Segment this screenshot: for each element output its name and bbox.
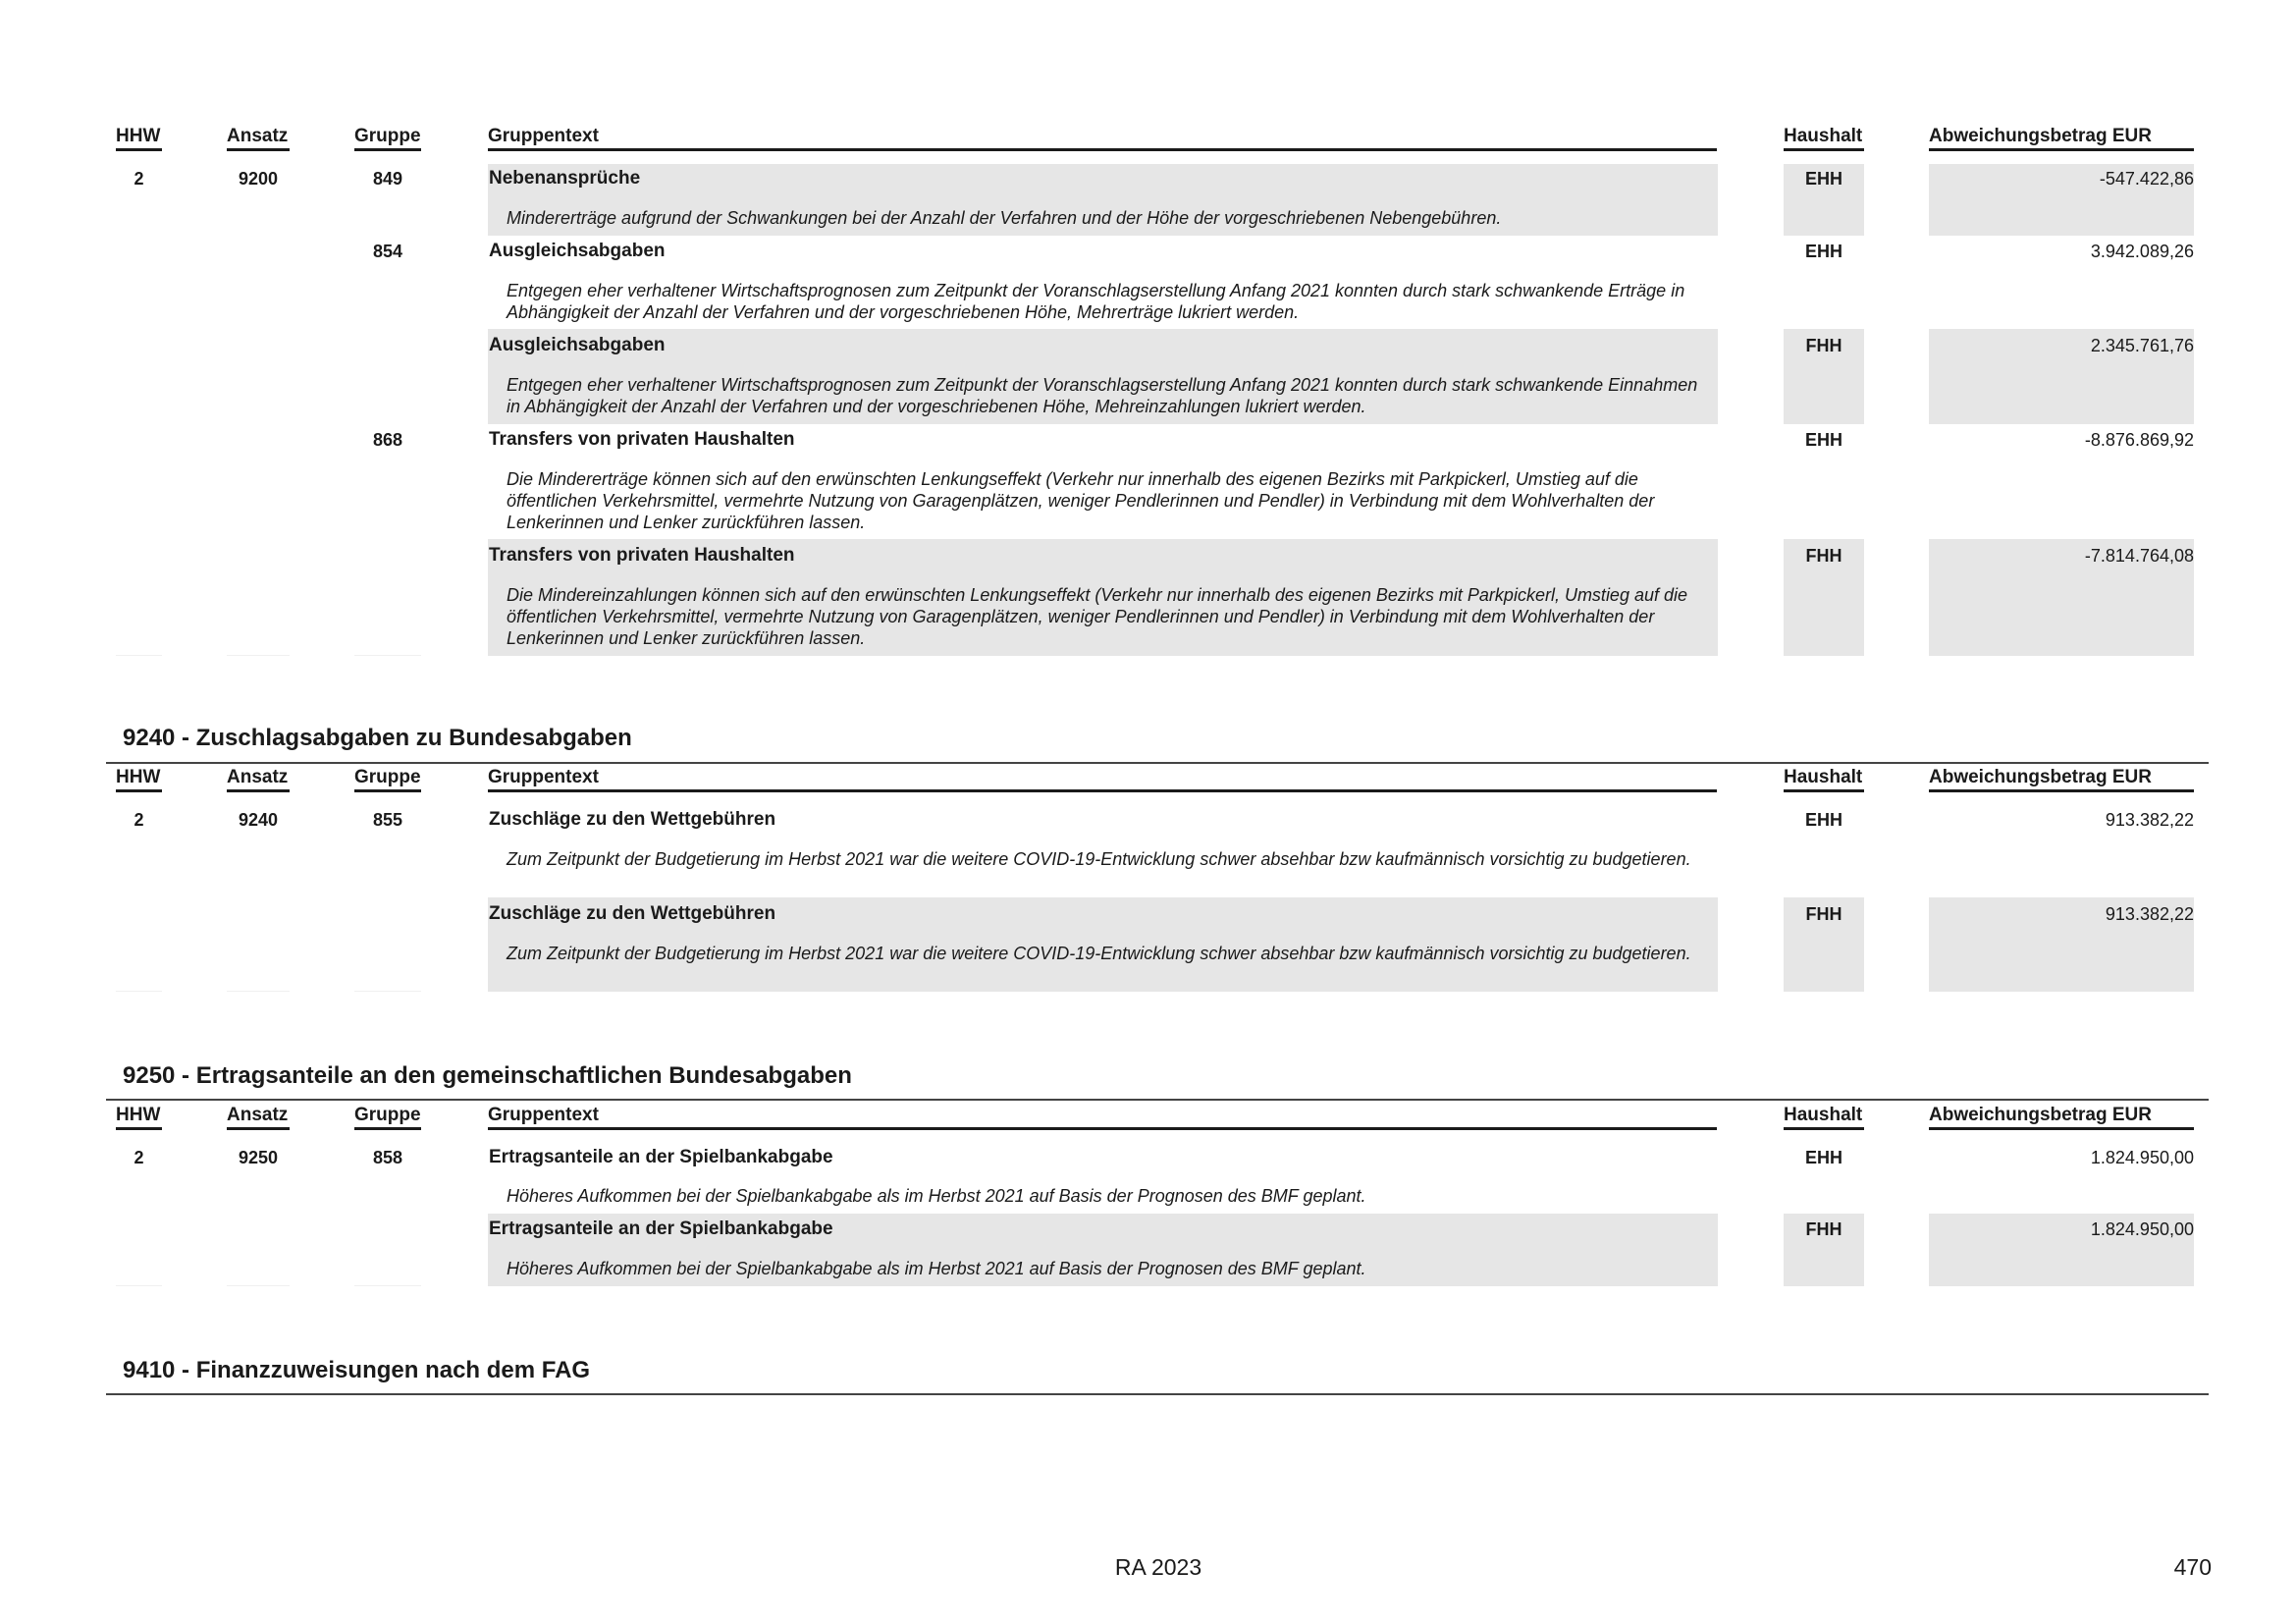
row-title: Nebenansprüche [489, 168, 641, 189]
hhw-value: 2 [133, 169, 144, 189]
row-title: Transfers von privaten Haushalten [489, 545, 795, 566]
row-title: Ausgleichsabgaben [489, 335, 666, 355]
header-gruppe: Gruppe [354, 1105, 421, 1125]
amount-value: 1.824.950,00 [2090, 1219, 2194, 1239]
header-hhw: HHW [116, 1105, 161, 1125]
header-underline [488, 148, 1717, 151]
header-gruppentext: Gruppentext [488, 126, 599, 146]
divider [354, 1285, 421, 1286]
amount-value: -8.876.869,92 [2084, 430, 2194, 450]
header-underline [116, 148, 162, 151]
haushalt-value: FHH [1805, 336, 1842, 355]
divider [354, 991, 421, 992]
header-underline [1784, 789, 1864, 792]
row-title: Ausgleichsabgaben [489, 241, 666, 261]
section-divider [106, 762, 2209, 764]
row-title: Zuschläge zu den Wettgebühren [489, 809, 776, 830]
section-title: 9250 - Ertragsanteile an den gemeinschaftlichen Bundesabgaben [123, 1062, 852, 1089]
amount-value: -7.814.764,08 [2084, 546, 2194, 566]
ansatz-value: 9250 [238, 1148, 279, 1167]
haushalt-value: EHH [1804, 430, 1842, 450]
hhw-value: 2 [133, 810, 144, 830]
row-note: Zum Zeitpunkt der Budgetierung im Herbst 2021 war die weitere COVID-19-Entwicklung schwer absehbar bzw kaufmännisch vorsichtig zu budgetieren. [507, 944, 1691, 963]
header-gruppentext: Gruppentext [488, 1105, 599, 1125]
section-divider [106, 1393, 2209, 1395]
divider [227, 991, 290, 992]
header-underline [227, 789, 290, 792]
header-gruppe: Gruppe [354, 126, 421, 146]
header-underline [1929, 148, 2194, 151]
header-gruppentext: Gruppentext [488, 767, 599, 787]
amount-value: 1.824.950,00 [2090, 1148, 2194, 1167]
amount-value: 2.345.761,76 [2090, 336, 2194, 355]
page-number: 470 [2173, 1554, 2212, 1580]
header-underline [227, 1127, 290, 1130]
header-hhw: HHW [116, 767, 161, 787]
row-title: Ertragsanteile an der Spielbankabgabe [489, 1147, 833, 1167]
section-divider [106, 1099, 2209, 1101]
amount-value: 913.382,22 [2105, 810, 2194, 830]
ansatz-value: 9200 [238, 169, 279, 189]
amount-value: 3.942.089,26 [2090, 242, 2194, 261]
haushalt-value: EHH [1804, 169, 1842, 189]
hhw-value: 2 [133, 1148, 144, 1167]
gruppe-value: 858 [372, 1148, 403, 1167]
haushalt-value: EHH [1804, 810, 1842, 830]
divider [116, 655, 162, 656]
header-underline [227, 148, 290, 151]
header-underline [1929, 1127, 2194, 1130]
divider [354, 655, 421, 656]
header-underline [116, 789, 162, 792]
header-underline [354, 1127, 421, 1130]
row-note: Mindererträge aufgrund der Schwankungen bei der Anzahl der Verfahren und der Höhe der vorgeschriebenen Nebengebühren. [507, 208, 1502, 228]
section-title: 9410 - Finanzzuweisungen nach dem FAG [123, 1357, 591, 1383]
gruppe-value: 855 [372, 810, 403, 830]
row-note: Höheres Aufkommen bei der Spielbankabgabe als im Herbst 2021 auf Basis der Prognosen des BMF geplant. [507, 1259, 1366, 1278]
ansatz-value: 9240 [238, 810, 279, 830]
header-underline [1784, 1127, 1864, 1130]
header-haushalt: Haushalt [1784, 767, 1863, 787]
gruppe-value: 854 [372, 242, 403, 261]
header-underline [1929, 789, 2194, 792]
header-ansatz: Ansatz [227, 126, 289, 146]
header-ansatz: Ansatz [227, 767, 289, 787]
header-underline [116, 1127, 162, 1130]
header-gruppe: Gruppe [354, 767, 421, 787]
haushalt-value: EHH [1804, 242, 1842, 261]
header-underline [354, 148, 421, 151]
divider [116, 991, 162, 992]
row-note: Zum Zeitpunkt der Budgetierung im Herbst 2021 war die weitere COVID-19-Entwicklung schwer absehbar bzw kaufmännisch vorsichtig zu budgetieren. [507, 849, 1691, 869]
header-abweichung: Abweichungsbetrag EUR [1929, 767, 2152, 787]
haushalt-value: FHH [1805, 546, 1842, 566]
header-haushalt: Haushalt [1784, 126, 1863, 146]
row-title: Zuschläge zu den Wettgebühren [489, 903, 776, 924]
header-underline [488, 789, 1717, 792]
haushalt-value: FHH [1805, 904, 1842, 924]
row-title: Ertragsanteile an der Spielbankabgabe [489, 1218, 833, 1239]
amount-value: -547.422,86 [2099, 169, 2194, 189]
haushalt-value: EHH [1804, 1148, 1842, 1167]
header-underline [354, 789, 421, 792]
divider [116, 1285, 162, 1286]
row-note: Die Mindererträge können sich auf den erwünschten Lenkungseffekt (Verkehr nur innerhalb des eigenen Bezirks mit Parkpickerl, Umstieg auf die öffentlichen Verkehrsmittel, vermehrte Nutzung von Garagenplätzen, weniger Pendlerinnen und Pendler) in Verbindung mit dem Wohlverhalten der Lenkerinnen und Lenker zurückführen lassen. [507, 469, 1655, 532]
header-hhw: HHW [116, 126, 161, 146]
row-note: Entgegen eher verhaltener Wirtschaftsprognosen zum Zeitpunkt der Voranschlagserstellung Anfang 2021 konnten durch stark schwankende Erträge in Abhängigkeit der Anzahl der Verfahren und der vorgeschriebenen Höhe, Mehrerträge lukriert werden. [507, 281, 1685, 322]
section-title: 9240 - Zuschlagsabgaben zu Bundesabgaben [123, 725, 632, 751]
gruppe-value: 849 [372, 169, 403, 189]
header-underline [1784, 148, 1864, 151]
header-abweichung: Abweichungsbetrag EUR [1929, 126, 2152, 146]
divider [227, 655, 290, 656]
amount-value: 913.382,22 [2105, 904, 2194, 924]
header-underline [488, 1127, 1717, 1130]
footer-document-label: RA 2023 [1114, 1554, 1202, 1580]
header-haushalt: Haushalt [1784, 1105, 1863, 1125]
row-title: Transfers von privaten Haushalten [489, 429, 795, 450]
row-note: Höheres Aufkommen bei der Spielbankabgabe als im Herbst 2021 auf Basis der Prognosen des BMF geplant. [507, 1186, 1366, 1206]
divider [227, 1285, 290, 1286]
gruppe-value: 868 [372, 430, 403, 450]
row-note: Die Mindereinzahlungen können sich auf den erwünschten Lenkungseffekt (Verkehr nur innerhalb des eigenen Bezirks mit Parkpickerl, Umstieg auf die öffentlichen Verkehrsmittel, vermehrte Nutzung von Garagenplätzen, weniger Pendlerinnen und Pendler) in Verbindung mit dem Wohlverhalten der Lenkerinnen und Lenker zurückführen lassen. [507, 585, 1688, 648]
header-abweichung: Abweichungsbetrag EUR [1929, 1105, 2152, 1125]
row-note: Entgegen eher verhaltener Wirtschaftsprognosen zum Zeitpunkt der Voranschlagserstellung Anfang 2021 konnten durch stark schwankende Einnahmen in Abhängigkeit der Anzahl der Verfahren und der vorgeschriebenen Höhe, Mehreinzahlungen lukriert werden. [507, 375, 1698, 416]
header-ansatz: Ansatz [227, 1105, 289, 1125]
haushalt-value: FHH [1805, 1219, 1842, 1239]
